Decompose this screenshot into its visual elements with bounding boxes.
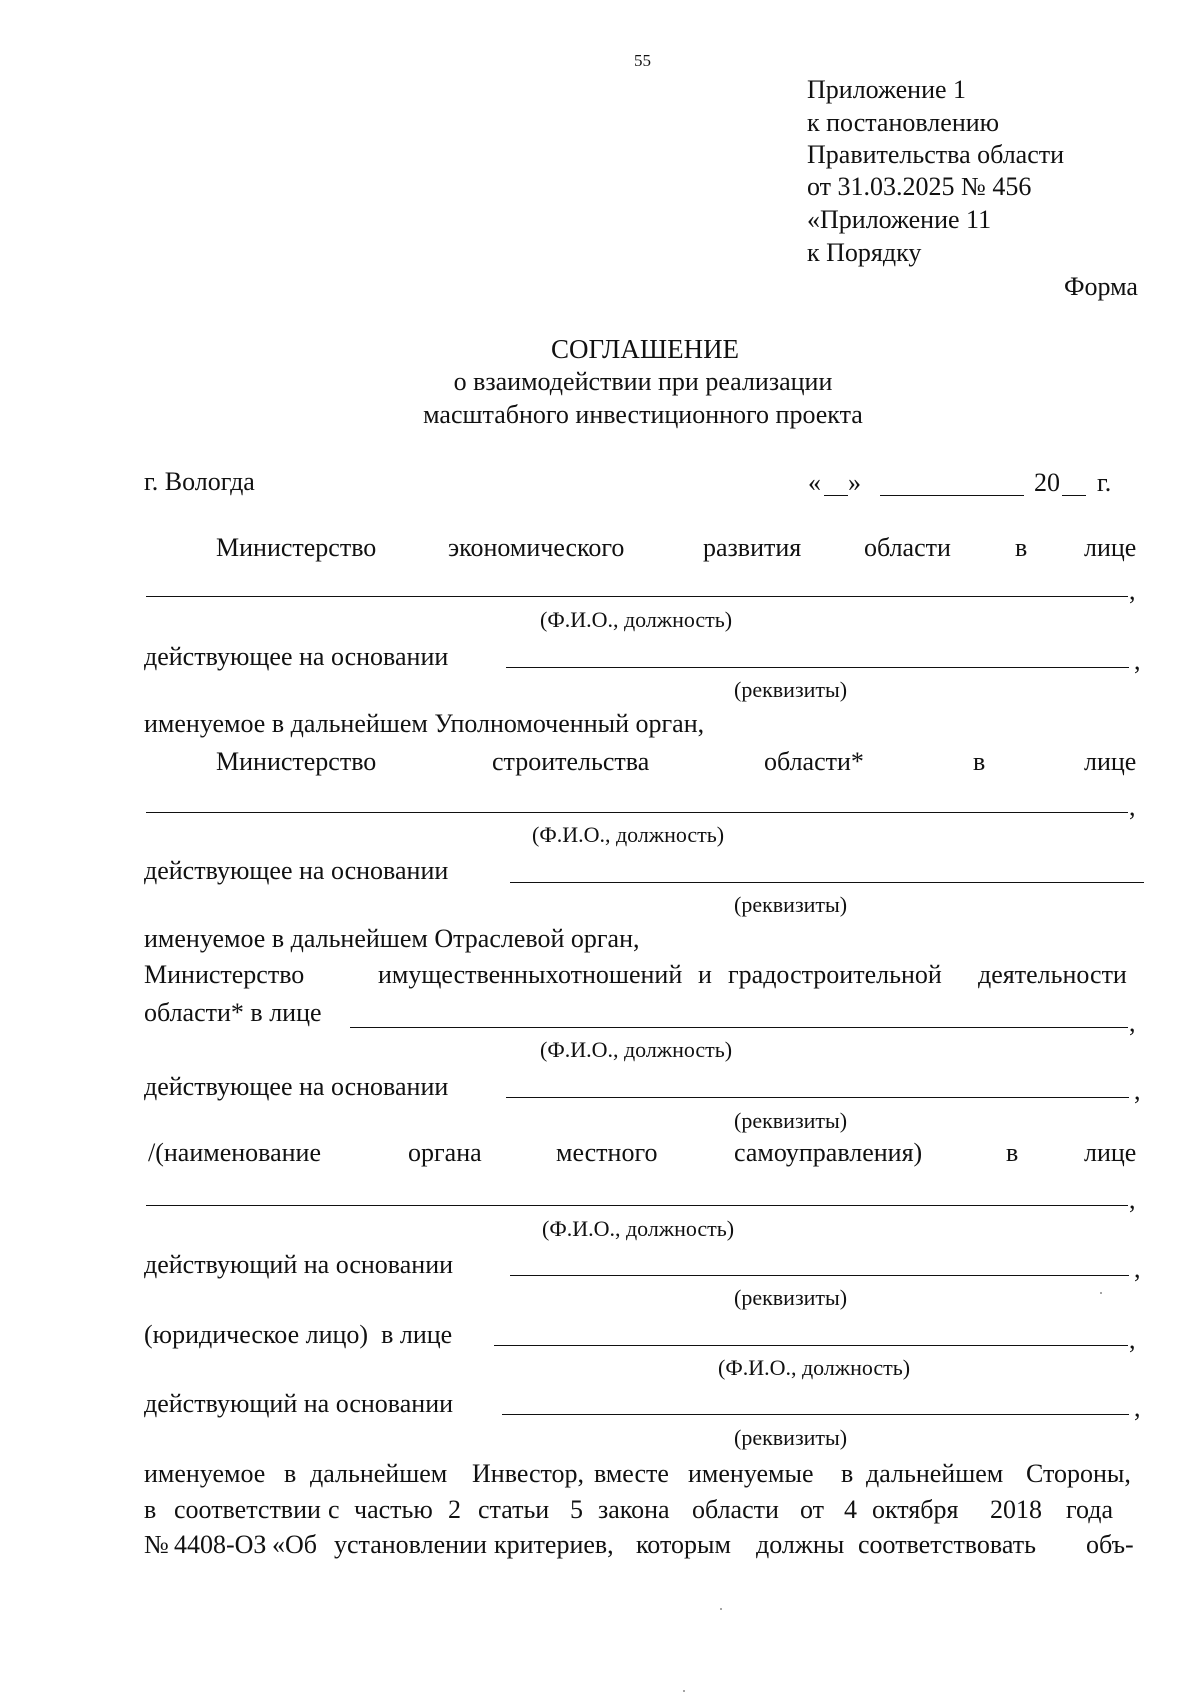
party-word: развития <box>703 533 802 562</box>
comma: , <box>1129 792 1136 821</box>
appendix-line: «Приложение 11 <box>807 205 992 234</box>
requisites-hint: (реквизиты) <box>734 892 848 917</box>
appendix-line: от 31.03.2025 № 456 <box>807 172 1032 201</box>
basis-blank[interactable] <box>502 1414 1129 1415</box>
day-blank[interactable] <box>824 495 848 496</box>
closing-word: закона <box>598 1495 670 1524</box>
scan-speck <box>683 1690 685 1692</box>
comma: , <box>1134 1393 1141 1422</box>
requisites-hint: (реквизиты) <box>734 1108 848 1133</box>
closing-word: объ- <box>1086 1530 1134 1559</box>
page-number: 55 <box>634 51 651 70</box>
basis-blank[interactable] <box>506 1097 1129 1098</box>
basis-label: действующее на основании <box>144 1072 449 1101</box>
scan-speck <box>720 1608 722 1610</box>
party-word: /(наименование <box>148 1138 321 1167</box>
fio-blank[interactable] <box>146 596 1128 597</box>
date-close-quote: » <box>848 468 861 497</box>
appendix-line: к постановлению <box>807 108 1000 137</box>
closing-word: 2018 <box>990 1495 1042 1524</box>
basis-blank[interactable] <box>506 667 1129 668</box>
closing-word: № <box>144 1530 169 1559</box>
appendix-line: Правительства области <box>807 140 1065 169</box>
comma: , <box>1134 1076 1141 1105</box>
closing-word: Инвестор, <box>472 1459 585 1488</box>
year-blank[interactable] <box>1062 495 1086 496</box>
party-word: экономического <box>448 533 625 562</box>
party-word: Министерство <box>216 747 377 776</box>
comma: , <box>1134 646 1141 675</box>
closing-word: дальнейшем <box>310 1459 448 1488</box>
closing-word: 5 <box>570 1495 583 1524</box>
closing-word: с <box>328 1495 340 1524</box>
party-word: и <box>698 960 712 989</box>
comma: , <box>1129 1185 1136 1214</box>
basis-blank[interactable] <box>510 1275 1129 1276</box>
basis-label: действующее на основании <box>144 856 449 885</box>
party-word: в <box>1006 1138 1019 1167</box>
closing-word: частью <box>354 1495 433 1524</box>
named-as: именуемое в дальнейшем Уполномоченный орган, <box>144 709 705 738</box>
named-as: именуемое в дальнейшем Отраслевой орган, <box>144 924 640 953</box>
closing-word: в <box>841 1459 854 1488</box>
document-title: СОГЛАШЕНИЕ <box>550 334 740 364</box>
closing-word: в <box>144 1495 157 1524</box>
requisites-hint: (реквизиты) <box>734 1425 848 1450</box>
party-word: деятельности <box>978 960 1127 989</box>
requisites-hint: (реквизиты) <box>734 1285 848 1310</box>
closing-word: которым <box>636 1530 731 1559</box>
closing-word: вместе <box>594 1459 669 1488</box>
form-label: Форма <box>1064 272 1138 301</box>
closing-word: 2 <box>448 1495 461 1524</box>
party-line: (юридическое лицо) в лице <box>144 1320 453 1349</box>
party-word: лице <box>1084 1138 1137 1167</box>
closing-word: статьи <box>478 1495 550 1524</box>
party-word: органа <box>408 1138 482 1167</box>
closing-word: именуемое <box>144 1459 266 1488</box>
year-prefix: 20 <box>1034 468 1060 497</box>
party-word: лице <box>1084 533 1137 562</box>
closing-word: 4408-ОЗ <box>174 1530 267 1559</box>
scan-speck <box>1100 1292 1102 1294</box>
city: г. Вологда <box>144 467 255 496</box>
document-subtitle: масштабного инвестиционного проекта <box>423 400 863 429</box>
party-word: Министерство <box>144 960 305 989</box>
party-word: в <box>973 747 986 776</box>
closing-word: 4 <box>844 1495 857 1524</box>
basis-label: действующее на основании <box>144 642 449 671</box>
party-word: лице <box>1084 747 1137 776</box>
closing-word: критериев, <box>494 1530 614 1559</box>
requisites-hint: (реквизиты) <box>734 677 848 702</box>
basis-label: действующий на основании <box>144 1250 454 1279</box>
party-word: местного <box>556 1138 658 1167</box>
party-word: градостроительной <box>728 960 942 989</box>
party-word: самоуправления) <box>734 1138 923 1167</box>
fio-hint: (Ф.И.О., должность) <box>532 822 725 847</box>
fio-blank[interactable] <box>494 1345 1128 1346</box>
basis-blank[interactable] <box>510 882 1144 883</box>
closing-word: в <box>284 1459 297 1488</box>
year-suffix: г. <box>1097 468 1112 497</box>
closing-word: соответствии <box>174 1495 321 1524</box>
comma: , <box>1134 1254 1141 1283</box>
comma: , <box>1129 1325 1136 1354</box>
party-word: Министерство <box>216 533 377 562</box>
fio-hint: (Ф.И.О., должность) <box>540 607 733 632</box>
appendix-line: к Порядку <box>807 238 922 267</box>
document-subtitle: о взаимодействии при реализации <box>453 367 833 396</box>
fio-hint: (Ф.И.О., должность) <box>542 1216 735 1241</box>
closing-word: установлении <box>334 1530 487 1559</box>
comma: , <box>1129 576 1136 605</box>
closing-word: года <box>1066 1495 1114 1524</box>
closing-word: должны <box>756 1530 845 1559</box>
fio-blank[interactable] <box>146 1205 1128 1206</box>
fio-blank[interactable] <box>350 1027 1128 1028</box>
closing-word: дальнейшем <box>866 1459 1004 1488</box>
fio-hint: (Ф.И.О., должность) <box>540 1037 733 1062</box>
closing-word: именуемые <box>688 1459 814 1488</box>
comma: , <box>1129 1008 1136 1037</box>
closing-word: «Об <box>272 1530 318 1559</box>
closing-word: октября <box>872 1495 959 1524</box>
month-blank[interactable] <box>880 495 1024 496</box>
party-line: области* в лице <box>144 998 322 1027</box>
party-word: области <box>864 533 951 562</box>
party-word: отношений <box>558 960 683 989</box>
fio-blank[interactable] <box>146 812 1128 813</box>
closing-word: от <box>800 1495 825 1524</box>
closing-word: соответствовать <box>858 1530 1036 1559</box>
party-word: в <box>1015 533 1028 562</box>
closing-word: области <box>692 1495 779 1524</box>
closing-word: Стороны, <box>1026 1459 1131 1488</box>
party-word: имущественных <box>378 960 559 989</box>
party-word: области* <box>764 747 864 776</box>
date-open-quote: « <box>808 468 821 497</box>
appendix-line: Приложение 1 <box>807 75 967 104</box>
party-word: строительства <box>492 747 650 776</box>
basis-label: действующий на основании <box>144 1389 454 1418</box>
fio-hint: (Ф.И.О., должность) <box>718 1355 911 1380</box>
